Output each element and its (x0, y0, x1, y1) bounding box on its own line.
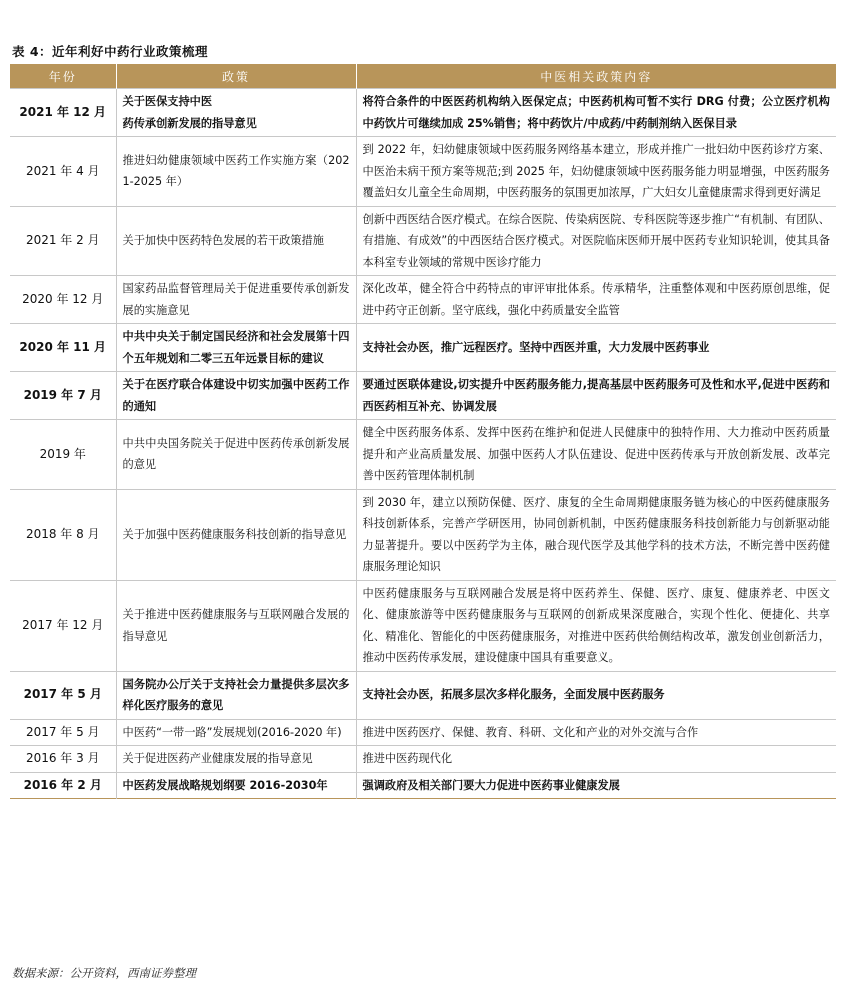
table-row (10, 276, 836, 324)
content-cell: 健全中医药服务体系、发挥中医药在维护和促进人民健康中的独特作用、大力推动中医药质量提升和产业高质量发展、加强中医药人才队伍建设、促进中医药传承与开放创新发展、改革完善中医药管理体制机制 (356, 420, 836, 490)
policy-cell: 中医药发展战略规划纲要 2016-2030年 (116, 772, 356, 799)
table-row (10, 89, 836, 137)
table-row (10, 137, 836, 207)
header-policy: 政策 (116, 64, 356, 89)
table-row (10, 324, 836, 372)
table-row (10, 580, 836, 671)
table-title: 表 4：近年利好中药行业政策梳理 (12, 44, 209, 59)
year-cell: 2021 年 4 月 (10, 137, 116, 207)
policy-cell: 中共中央关于制定国民经济和社会发展第十四个五年规划和二零三五年远景目标的建议 (116, 324, 356, 372)
policy-cell: 国家药品监督管理局关于促进重要传承创新发展的实施意见 (116, 276, 356, 324)
year-cell: 2018 年 8 月 (10, 489, 116, 580)
policy-cell: 中共中央国务院关于促进中医药传承创新发展的意见 (116, 420, 356, 490)
content-cell: 深化改革，健全符合中药特点的审评审批体系。传承精华，注重整体观和中医药原创思维，促进中药守正创新。坚守底线，强化中药质量安全监管 (356, 276, 836, 324)
policy-cell: 推进妇幼健康领域中医药工作实施方案（2021-2025 年） (116, 137, 356, 207)
content-cell: 强调政府及相关部门要大力促进中医药事业健康发展 (356, 772, 836, 799)
year-cell: 2016 年 3 月 (10, 746, 116, 773)
content-cell: 将符合条件的中医医药机构纳入医保定点；中医药机构可暂不实行 DRG 付费；公立医疗机构中药饮片可继续加成 25%销售；将中药饮片/中成药/中药制剂纳入医保目录 (356, 89, 836, 137)
header-content: 中医相关政策内容 (356, 64, 836, 89)
table-row (10, 206, 836, 276)
content-cell: 推进中医药现代化 (356, 746, 836, 773)
header-year: 年份 (10, 64, 116, 89)
table-row (10, 420, 836, 490)
table-row (10, 719, 836, 746)
policy-cell: 国务院办公厅关于支持社会力量提供多层次多样化医疗服务的意见 (116, 671, 356, 719)
year-cell: 2020 年 12 月 (10, 276, 116, 324)
content-cell: 要通过医联体建设,切实提升中医药服务能力,提高基层中医药服务可及性和水平,促进中医药和西医药相互补充、协调发展 (356, 372, 836, 420)
table-row (10, 372, 836, 420)
data-source-note: 数据来源：公开资料，西南证券整理 (12, 966, 196, 980)
content-cell: 推进中医药医疗、保健、教育、科研、文化和产业的对外交流与合作 (356, 719, 836, 746)
year-cell: 2019 年 7 月 (10, 372, 116, 420)
policy-cell: 关于推进中医药健康服务与互联网融合发展的指导意见 (116, 580, 356, 671)
year-cell: 2016 年 2 月 (10, 772, 116, 799)
content-cell: 支持社会办医，拓展多层次多样化服务，全面发展中医药服务 (356, 671, 836, 719)
table-row (10, 671, 836, 719)
year-cell: 2017 年 12 月 (10, 580, 116, 671)
year-cell: 2019 年 (10, 420, 116, 490)
content-cell: 支持社会办医，推广远程医疗。坚持中西医并重，大力发展中医药事业 (356, 324, 836, 372)
content-cell: 到 2030 年，建立以预防保健、医疗、康复的全生命周期健康服务链为核心的中医药健康服务科技创新体系，完善产学研医用，协同创新机制，中医药健康服务科技创新能力与创新驱动能力显著提升。要以中医药学为主体，融合现代医学及其他学科的技术方法，不断完善中医药健康服务理论知识 (356, 489, 836, 580)
year-cell: 2021 年 12 月 (10, 89, 116, 137)
table-header-row (10, 64, 836, 89)
table-body (10, 89, 836, 799)
policy-cell: 中医药“一带一路”发展规划(2016-2020 年) (116, 719, 356, 746)
policy-cell: 关于促进医药产业健康发展的指导意见 (116, 746, 356, 773)
policy-cell: 关于在医疗联合体建设中切实加强中医药工作的通知 (116, 372, 356, 420)
policy-cell: 关于加快中医药特色发展的若干政策措施 (116, 206, 356, 276)
table-row (10, 746, 836, 773)
table-row (10, 489, 836, 580)
content-cell: 创新中西医结合医疗模式。在综合医院、传染病医院、专科医院等逐步推广“有机制、有团队、有措施、有成效”的中西医结合医疗模式。对医院临床医师开展中医药专业知识轮训，使其具备本科室专业领域的常规中医诊疗能力 (356, 206, 836, 276)
year-cell: 2021 年 2 月 (10, 206, 116, 276)
year-cell: 2017 年 5 月 (10, 671, 116, 719)
year-cell: 2017 年 5 月 (10, 719, 116, 746)
content-cell: 中医药健康服务与互联网融合发展是将中医药养生、保健、医疗、康复、健康养老、中医文化、健康旅游等中医药健康服务与互联网的创新成果深度融合，实现个性化、便捷化、共享化、精准化、智能化的中医药健康服务，对推进中医药供给侧结构改革，激发创业创新活力，推动中医药传承发展，建设健康中国具有重要意义。 (356, 580, 836, 671)
policy-cell: 关于医保支持中医 药传承创新发展的指导意见 (116, 89, 356, 137)
policy-table (10, 64, 836, 799)
content-cell: 到 2022 年，妇幼健康领域中医药服务网络基本建立，形成并推广一批妇幼中医药诊疗方案、中医治未病干预方案等规范;到 2025 年，妇幼健康领域中医药服务能力明显增强，中医药服务覆盖妇女儿童全生命周期，中医药服务的氛围更加浓厚，广大妇女儿童健康需求得到更好满足 (356, 137, 836, 207)
policy-cell: 关于加强中医药健康服务科技创新的指导意见 (116, 489, 356, 580)
year-cell: 2020 年 11 月 (10, 324, 116, 372)
table-row (10, 772, 836, 799)
